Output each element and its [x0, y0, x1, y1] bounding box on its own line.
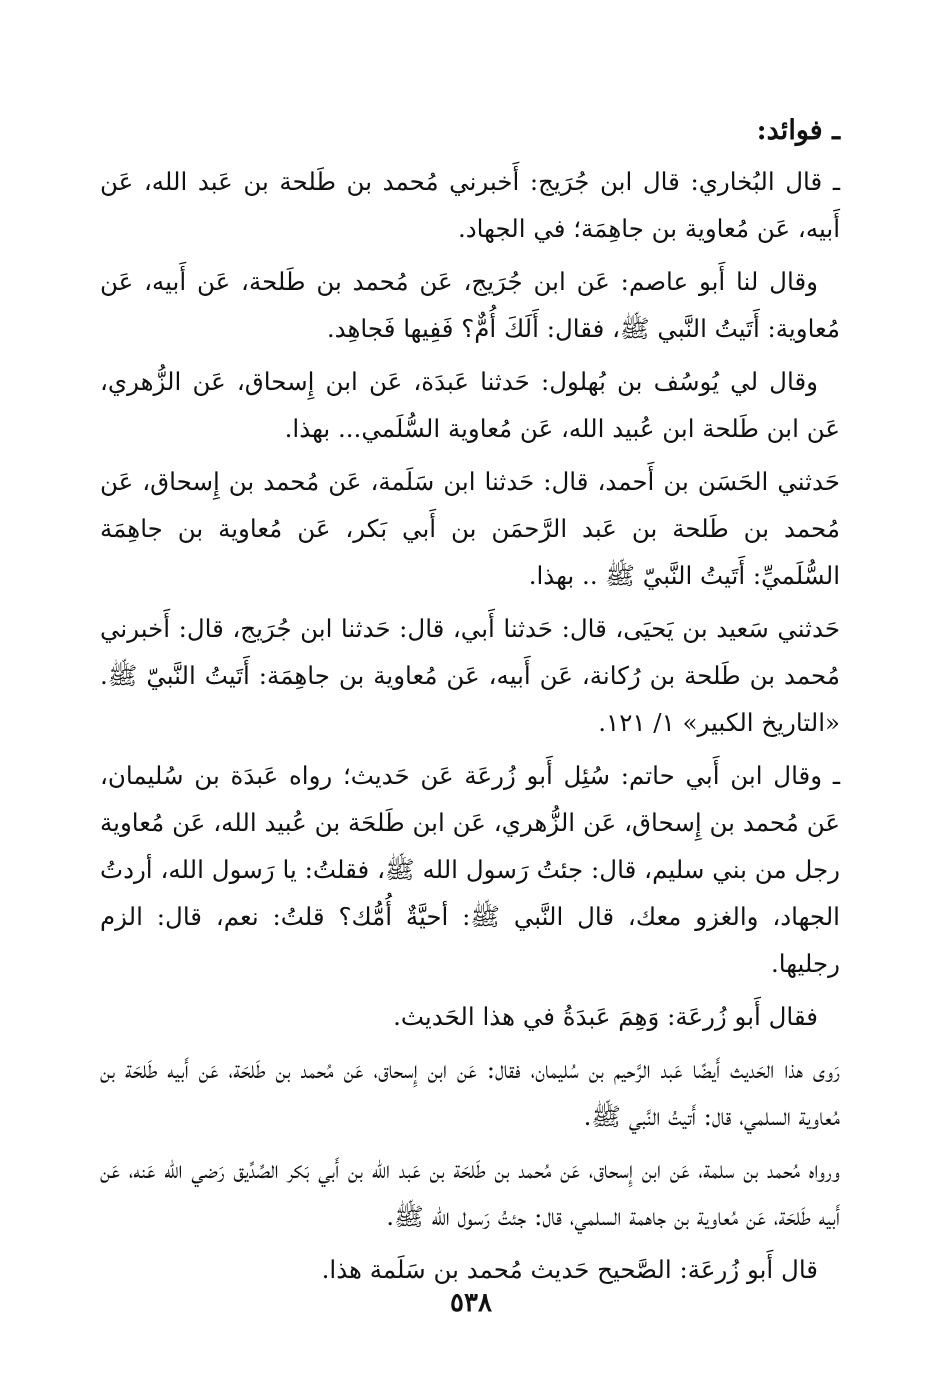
paragraph-abu-zura-1: فقال أَبو زُرعَة: وَهِمَ عَبدَةُ في هذا الحَديث.: [393, 1002, 818, 1031]
section-heading: ـ فوائد:: [756, 115, 840, 146]
paragraph-bukhari: ـ قال البُخاري: قال ابن جُرَيج: أَخبرني مُحمد بن طَلحة بن عَبد الله، عَن أَبيه، عَن مُعاوية بن جاهِمَة؛ في الجهاد.: [100, 167, 840, 243]
paragraph-ibn-salama: ورواه مُحمد بن سلمة، عَن ابن إِسحاق، عَن مُحمد بن طَلحَة بن عَبد الله بن أَبي بَكر الصِّدِّيق رَضي الله عَنه، عَن أَبيه طَلحَة، عَن مُعاوية بن جاهمة السلمي، قال: جئتُ رَسول الله ﷺ.: [100, 1155, 840, 1231]
paragraph-yusuf: وقال لي يُوسُف بن بُهلول: حَدثنا عَبدَة، عَن ابن إِسحاق، عَن الزُّهري، عَن ابن طَلحة ابن عُبيد الله، عَن مُعاوية السُّلَمي... بهذا.: [100, 367, 840, 443]
paragraph-abd-al-rahim: رَوى هذا الحَديث أَيضًا عَبد الرَّحيم بن سُليمان، فقال: عَن ابن إِسحاق، عَن مُحمد بن طَلحَة، عَن أَبيه طَلحَة بن مُعاوية السلمي، قال: أَتيتُ النَّبي ﷺ.: [100, 1055, 840, 1131]
paragraph-hasan: حَدثني الحَسَن بن أَحمد، قال: حَدثنا ابن سَلَمة، عَن مُحمد بن إِسحاق، عَن مُحمد بن طَلحة بن عَبد الرَّحمَن بن أَبي بَكر، عَن مُعاوية بن جاهِمَة السُّلَميِّ: أَتَيتُ النَّبيّ ﷺ .. بهذا.: [100, 467, 840, 590]
paragraph-said: حَدثني سَعيد بن يَحيَى، قال: حَدثنا أَبي، قال: حَدثنا ابن جُرَيج، قال: أَخبرني مُحمد بن طَلحة بن رُكانة، عَن أَبيه، عَن مُعاوية بن جاهِمَة: أَتَيتُ النَّبيّ ﷺ. «التاريخ الكبير» ١/ ١٢١.: [100, 614, 840, 737]
paragraph-ibn-abi-hatim: ـ وقال ابن أَبي حاتم: سُئِل أَبو زُرعَة عَن حَديث؛ رواه عَبدَة بن سُليمان، عَن مُحمد بن إِسحاق، عَن الزُّهري، عَن ابن طَلحَة بن عُبيد الله، عَن مُعاوية رجل من بني سليم، قال: جئتُ رَسول الله ﷺ، فقلتُ: يا رَسول الله، أردتُ الجهاد، والغزو معك، قال النَّبي ﷺ: أحيَّةٌ أُمُّك؟ قلتُ: نعم، قال: الزم رجليها.: [100, 761, 840, 978]
page-body: [100, 108, 840, 1299]
paragraph-abu-zura-2: قال أَبو زُرعَة: الصَّحيح حَديث مُحمد بن سَلَمة هذا.: [321, 1255, 818, 1284]
paragraph-abu-asim: وقال لنا أَبو عاصم: عَن ابن جُرَيج، عَن مُحمد بن طَلحة، عَن أَبيه، عَن مُعاوية: أَتَيتُ النَّبي ﷺ، فقال: أَلَكَ أُمٌّ؟ فَفِيها فَجاهِد.: [100, 267, 840, 343]
page-number: ٥٣٨: [450, 1288, 492, 1318]
